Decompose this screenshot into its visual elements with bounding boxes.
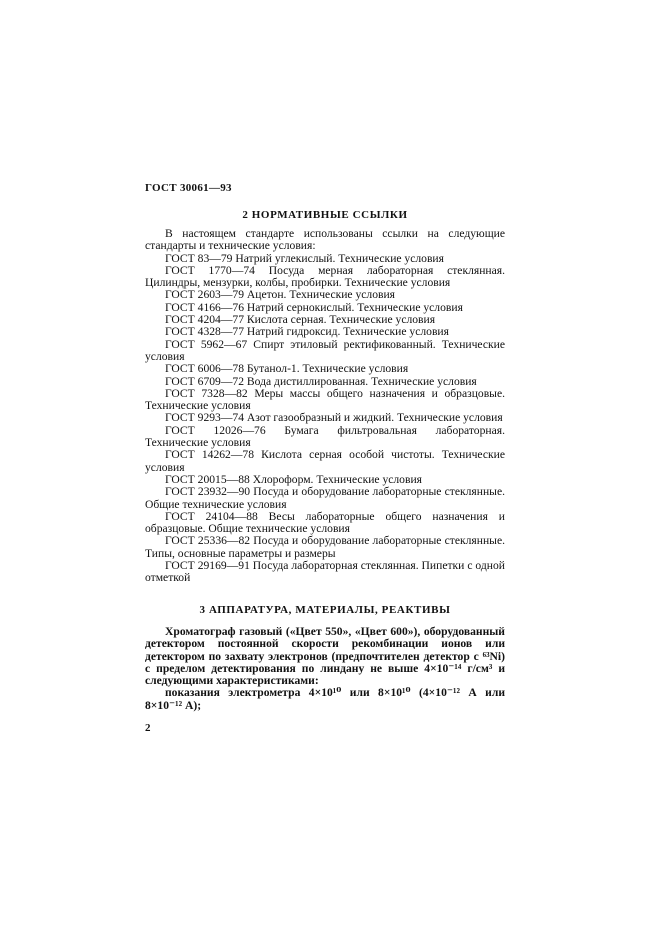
references-intro: В настоящем стандарте использованы ссылки на следующие стандарты и технические условия: <box>145 227 505 253</box>
apparatus-block <box>145 626 505 712</box>
reference-item: ГОСТ 23932—90 Посуда и оборудование лабораторные стеклянные. Общие технические условия <box>145 485 505 511</box>
reference-item: ГОСТ 29169—91 Посуда лабораторная стеклянная. Пипетки с одной отметкой <box>145 559 505 585</box>
section-3-title: 3 АППАРАТУРА, МАТЕРИАЛЫ, РЕАКТИВЫ <box>199 604 451 616</box>
section-2-title: 2 НОРМАТИВНЫЕ ССЫЛКИ <box>242 209 408 221</box>
electrometer-paragraph: показания электрометра 4×10¹⁰ или 8×10¹⁰ (4×10⁻¹² А или 8×10⁻¹² А); <box>145 686 505 712</box>
reference-item: ГОСТ 9293—74 Азот газообразный и жидкий. Технические условия <box>165 411 503 425</box>
reference-item: ГОСТ 20015—88 Хлороформ. Технические условия <box>165 472 422 486</box>
document-code-header: ГОСТ 30061—93 <box>145 182 232 194</box>
reference-item: ГОСТ 4328—77 Натрий гидроксид. Технические условия <box>165 325 449 339</box>
reference-item: ГОСТ 6709—72 Вода дистиллированная. Технические условия <box>165 374 477 388</box>
reference-item: ГОСТ 24104—88 Весы лабораторные общего назначения и образцовые. Общие технические условия <box>145 509 505 536</box>
reference-item: ГОСТ 25336—82 Посуда и оборудование лабораторные стеклянные. Типы, основные параметры и размеры <box>145 534 505 560</box>
reference-item: ГОСТ 4204—77 Кислота серная. Технические условия <box>165 313 436 327</box>
reference-item: ГОСТ 1770—74 Посуда мерная лабораторная стеклянная. Цилиндры, мензурки, колбы, пробирки. Технические условия <box>145 263 505 290</box>
reference-item: ГОСТ 5962—67 Спирт этиловый ректификованный. Технические условия <box>145 337 505 363</box>
reference-item: ГОСТ 7328—82 Меры массы общего назначения и образцовые. Технические условия <box>145 386 505 413</box>
reference-item: ГОСТ 83—79 Натрий углекислый. Технические условия <box>165 251 444 265</box>
chromatograph-paragraph: Хроматограф газовый («Цвет 550», «Цвет 600»), оборудованный детектором постоянной скорости рекомбинации ионов или детектором по захвату электронов (предпочтителен детектор с ⁶³Ni) с пределом детектирования по линдану не выше 4×10⁻¹⁴ г/см³ и следующими характеристиками: <box>145 625 505 688</box>
reference-item: ГОСТ 2603—79 Ацетон. Технические условия <box>165 288 396 302</box>
reference-item: ГОСТ 12026—76 Бумага фильтровальная лабораторная. Технические условия <box>145 423 505 450</box>
reference-item: ГОСТ 4166—76 Натрий сернокислый. Технические условия <box>165 300 463 314</box>
reference-item: ГОСТ 14262—78 Кислота серная особой чистоты. Технические условия <box>145 448 505 474</box>
page-number: 2 <box>145 722 151 734</box>
normative-references-block <box>145 228 505 585</box>
reference-item: ГОСТ 6006—78 Бутанол-1. Технические условия <box>165 362 409 376</box>
